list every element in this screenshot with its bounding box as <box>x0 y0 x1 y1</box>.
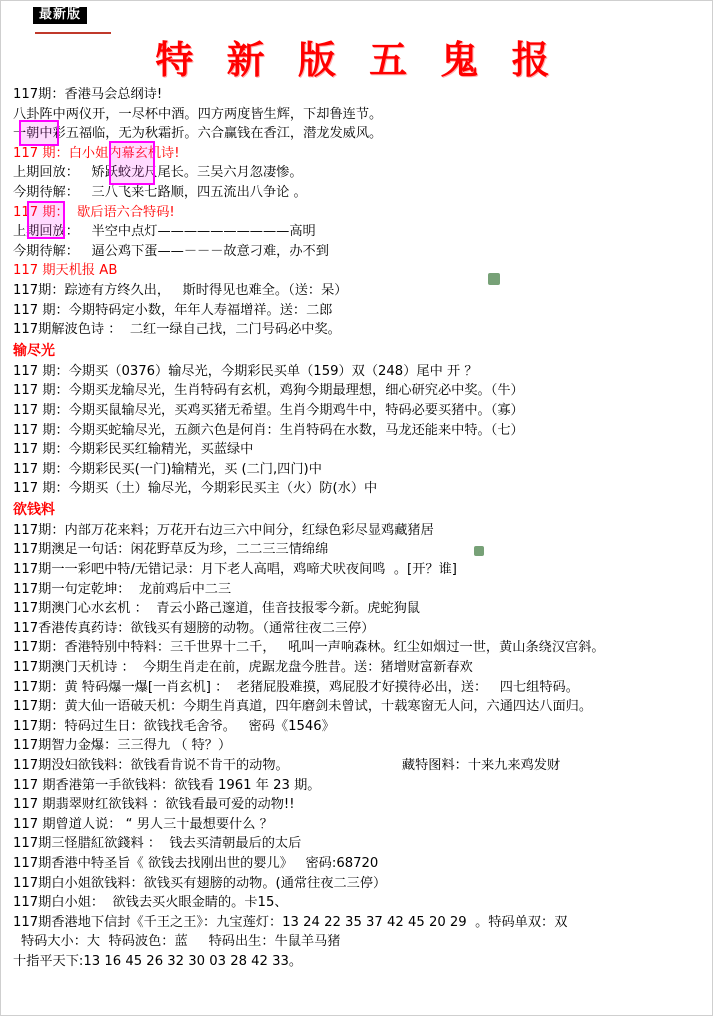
document-body <box>11 85 704 972</box>
text-line: 117期三怪腊紅欲錢料 ： 钱去买清朝最后的太后 <box>13 836 302 852</box>
text-line: 117期：黄 特码爆一爆[一肖玄机] ： 老猪屁股难摸，鸡屁股才好摸待必出，送： 四七组特码。 <box>13 679 579 695</box>
text-line: 117 期：今期买（土）输尽光，今期彩民买主（火）防(水）中 <box>13 481 378 497</box>
text-line: 十指平天下:13 16 45 26 32 30 03 28 42 33。 <box>13 953 303 969</box>
text-line: 117 期：今期彩民买(一门)输精光，买 (二门,四门)中 <box>13 461 322 477</box>
text-line: 今期待解： 三八飞来七路顺，四五流出八争论 。 <box>13 184 307 200</box>
text-line: 117 期香港第一手欲钱料：欲钱看 1961 年 23 期。 <box>13 777 321 793</box>
text-line: 117 期天机报 AB <box>13 263 118 279</box>
text-line: 117 期：今期彩民买红输精光，买蓝绿中 <box>13 442 254 458</box>
text-line: 117 期：今期买龙输尽光，生肖特码有玄机，鸡狗今期最理想，细心研究必中奖。（牛） <box>13 383 524 399</box>
text-line: 上期回放： 矫跃蛟龙尺尾长。三吴六月忽凄惨。 <box>13 165 303 181</box>
text-line: 117香港传真药诗：欲钱买有翅膀的动物。（通常往夜二三停） <box>13 620 375 636</box>
text-line: 117期：踪迹有方终久出， 斯时得见也难全。（送：呆） <box>13 282 348 298</box>
text-line: 今期待解： 逼公鸡下蛋——－－－故意刁难，办不到 <box>13 243 329 259</box>
page-title: 特 新 版 五 鬼 报 <box>155 37 560 82</box>
ink-smudge-1 <box>488 273 500 285</box>
text-line: 117 期：白小姐内幕玄机诗! <box>13 145 180 161</box>
text-line: 117期：香港特别中特料：三千世界十二千， 吼叫一声响森林。红尘如烟过一世，黄山条绕汉宫斜。 <box>13 640 605 656</box>
text-line: 117 期：今期买蛇输尽光，五颜六色是何肖：生肖特码在水数，马龙还能来中特。（七） <box>13 422 524 438</box>
text-line: 117 期：今期买鼠输尽光，买鸡买猪无希望。生肖今期鸡牛中，特码必要买猪中。（寡） <box>13 402 524 418</box>
text-line: 117 期：今期买（0376）输尽光，今期彩民买单（159）双（248）尾中 开 ？ <box>13 363 478 379</box>
text-line: 117 期：今期特码定小数，年年人寿福增祥。送：二郎 <box>13 302 333 318</box>
text-line: 117 期翡翠财红欲钱料 ：欲钱看最可爱的动物!! <box>13 797 295 813</box>
text-line: 117期：香港马会总纲诗! <box>13 87 163 102</box>
section-heading: 欲钱料 <box>13 501 55 518</box>
text-line: 117期解波色诗 ： 二红一绿自己找，二门号码必中奖。 <box>13 322 341 338</box>
text-line: 117期白小姐欲钱料：欲钱买有翅膀的动物。(通常往夜二三停） <box>13 875 387 891</box>
text-line: 117期：特码过生日：欲钱找毛舍爷。 密码《1546》 <box>13 718 335 734</box>
text-line: 117期香港地下信封《千王之王》：九宝莲灯：13 24 22 35 37 42 45 20 29 。特码单双：双 <box>13 914 568 930</box>
text-line: 117期白小姐： 欲钱去买火眼金睛的。卡15、 <box>13 895 288 911</box>
text-line: 117期一句定乾坤： 龙前鸡后中二三 <box>13 581 232 597</box>
text-line: 117期没妇欲钱料：欲钱看肯说不肯干的动物。 藏特图料：十来九来鸡发财 <box>13 758 561 773</box>
text-line: 117 期曾道人说： “ 男人三十最想要什么 ？ <box>13 816 273 832</box>
text-line: 117 期： 歇后语六合特码! <box>13 204 175 220</box>
text-line: 特码大小：大 特码波色：蓝 特码出生：牛鼠羊马猪 <box>21 934 341 950</box>
text-line: 八卦阵中两仪开，一尽杯中酒。四方两度皆生辉，下却鲁连节。 <box>13 106 383 122</box>
text-line: 117期一一彩吧中特/无错记录：月下老人高唱，鸡啼犬吠夜间鸣 。[开？谁] <box>13 562 457 578</box>
text-line: 117期澳足一句话：闲花野草反为珍，二二三三情绵绵 <box>13 542 329 558</box>
text-line: 117期澳门天机诗 ： 今期生肖走在前，虎踞龙盘今胜昔。送：猪增财富新春欢 <box>13 660 473 676</box>
section-heading: 输尽光 <box>13 342 55 359</box>
text-line: 117期香港中特圣旨《 欲钱去找刚出世的婴儿》 密码:68720 <box>13 855 379 871</box>
text-line: 上期回放： 半空中点灯——————————高明 <box>13 224 316 240</box>
text-line: 117期：黄大仙一语破天机：今期生肖真道，四年磨剑未曾试，十载寒窗无人问，六通四达八面归。 <box>13 699 593 715</box>
text-line: 117期智力金爆：三三得九 （ 特？） <box>13 738 232 754</box>
text-line: 一朝中彩五福临，无为秋霜折。六合赢钱在香江，潜龙发威风。 <box>13 126 383 142</box>
latest-edition-badge: 最新版 <box>33 7 87 24</box>
text-line: 117期澳门心水玄机 ： 青云小路己邃道，佳音技报零今新。虎蛇狗鼠 <box>13 601 420 617</box>
text-line: 117期：内部万花来料；万花开右边三六中间分，红绿色彩尽显鸡藏猪居 <box>13 522 434 538</box>
ink-smudge-2 <box>474 546 484 556</box>
